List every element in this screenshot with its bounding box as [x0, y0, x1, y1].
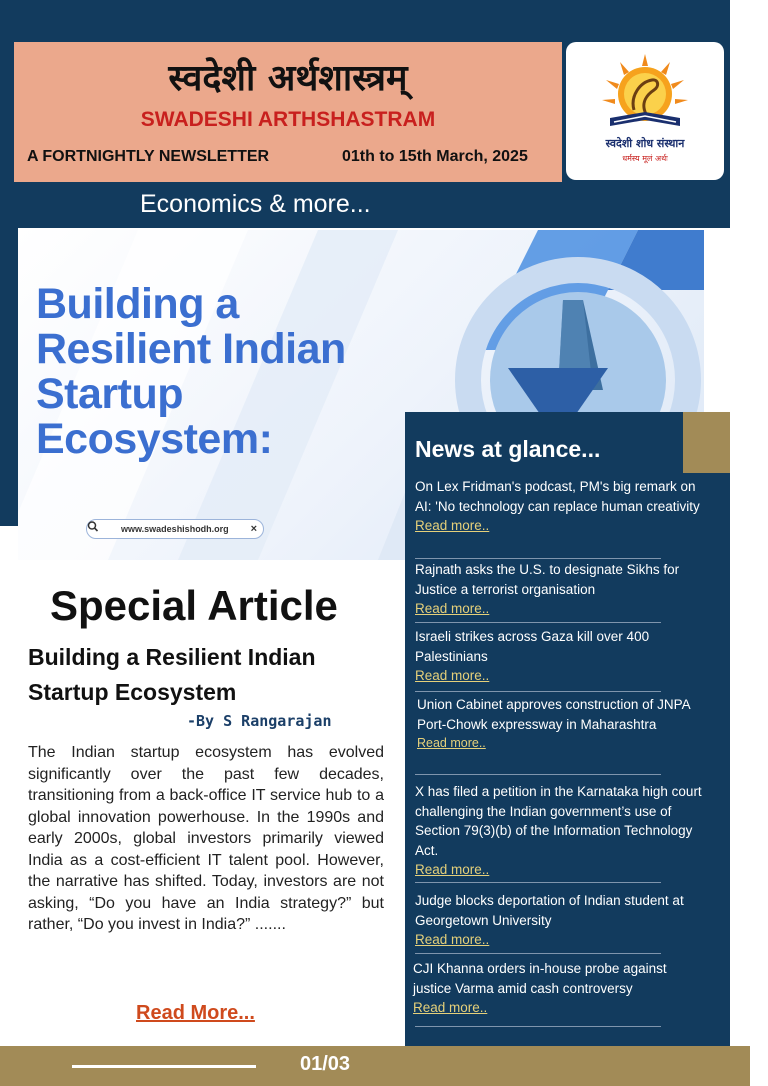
news-divider [415, 774, 661, 775]
logo-emblem-icon [600, 52, 690, 136]
hero-title-line: Resilient Indian [36, 325, 346, 373]
news-divider [415, 882, 661, 883]
news-divider [415, 558, 661, 559]
website-url[interactable]: www.swadeshishodh.org [121, 524, 229, 534]
news-item [415, 477, 705, 536]
news-read-more-link[interactable]: Read more.. [417, 736, 486, 750]
organization-logo [566, 42, 724, 180]
news-read-more-link[interactable]: Read more.. [415, 862, 490, 877]
website-search-bar[interactable] [86, 519, 264, 539]
news-read-more-link[interactable]: Read more.. [415, 668, 490, 683]
masthead-title-hindi: स्वदेशी अर्थशास्त्रम् [168, 57, 408, 99]
masthead-title-english: SWADESHI ARTHSHASTRAM [140, 108, 436, 131]
article-read-more-link[interactable]: Read More... [136, 1002, 255, 1024]
news-item [413, 959, 703, 1018]
newsletter-frequency: A FORTNIGHTLY NEWSLETTER [27, 148, 270, 165]
hero-title-line: Ecosystem: [36, 415, 273, 463]
article-byline: -By S Rangarajan [187, 712, 332, 730]
news-panel [405, 412, 730, 1046]
news-item [417, 695, 707, 754]
left-border-strip [0, 228, 18, 526]
news-headline: Israeli strikes across Gaza kill over 400 Palestinians [415, 629, 650, 664]
footer-decorative-line [72, 1065, 256, 1068]
close-icon[interactable]: × [250, 523, 257, 535]
logo-motto: धर्मस्य मूलं अर्थः [622, 154, 668, 163]
news-divider [415, 953, 661, 954]
news-headline: CJI Khanna orders in-house probe against justice Varma amid cash controversy [413, 961, 667, 996]
news-heading: News at glance... [415, 436, 601, 462]
hero-title [36, 282, 346, 462]
news-item [415, 627, 705, 686]
news-item [415, 782, 705, 880]
tagline: Economics & more... [140, 190, 371, 218]
footer-bar [0, 1046, 750, 1086]
news-read-more-link[interactable]: Read more.. [415, 518, 490, 533]
news-divider [415, 1026, 661, 1027]
issue-date-range: 01th to 15th March, 2025 [342, 148, 528, 165]
news-divider [415, 691, 661, 692]
news-headline: X has filed a petition in the Karnataka high court challenging the Indian government’s use of Section 79(3)(b) of the Information Technology Act. [415, 784, 702, 858]
news-headline: Union Cabinet approves construction of JNPA Port-Chowk expressway in Maharashtra [417, 697, 690, 732]
news-read-more-link[interactable]: Read more.. [413, 1000, 488, 1015]
logo-organization-name: स्वदेशी शोध संस्थान [605, 137, 685, 150]
hero-title-line: Startup [36, 370, 183, 418]
news-headline: On Lex Fridman's podcast, PM's big remark on AI: 'No technology can replace human creativity [415, 479, 700, 514]
search-icon [87, 520, 99, 534]
hero-title-line: Building a [36, 280, 239, 328]
news-read-more-link[interactable]: Read more.. [415, 601, 490, 616]
news-headline: Rajnath asks the U.S. to designate Sikhs for Justice a terrorist organisation [415, 562, 680, 597]
news-item [415, 891, 705, 950]
news-divider [415, 622, 661, 623]
section-label: Special Article [50, 582, 338, 629]
news-panel-accent-tab [683, 412, 730, 473]
page-number: 01/03 [300, 1053, 351, 1075]
masthead [14, 42, 562, 182]
news-headline: Judge blocks deportation of Indian student at Georgetown University [415, 893, 684, 928]
article-title: Building a Resilient Indian Startup Ecosystem [28, 644, 316, 705]
article-body: The Indian startup ecosystem has evolved significantly over the past few decades, transitioning from a back-office IT service hub to a global innovation powerhouse. In the 1990s and early 2000s, global investors primarily viewed India as a cost-efficient IT talent pool. However, the narrative has shifted. Today, investors are not asking, “Do you have an India strategy?” but rather, “Do you invest in India?” ....... [28, 744, 384, 933]
news-item [415, 560, 705, 619]
news-read-more-link[interactable]: Read more.. [415, 932, 490, 947]
